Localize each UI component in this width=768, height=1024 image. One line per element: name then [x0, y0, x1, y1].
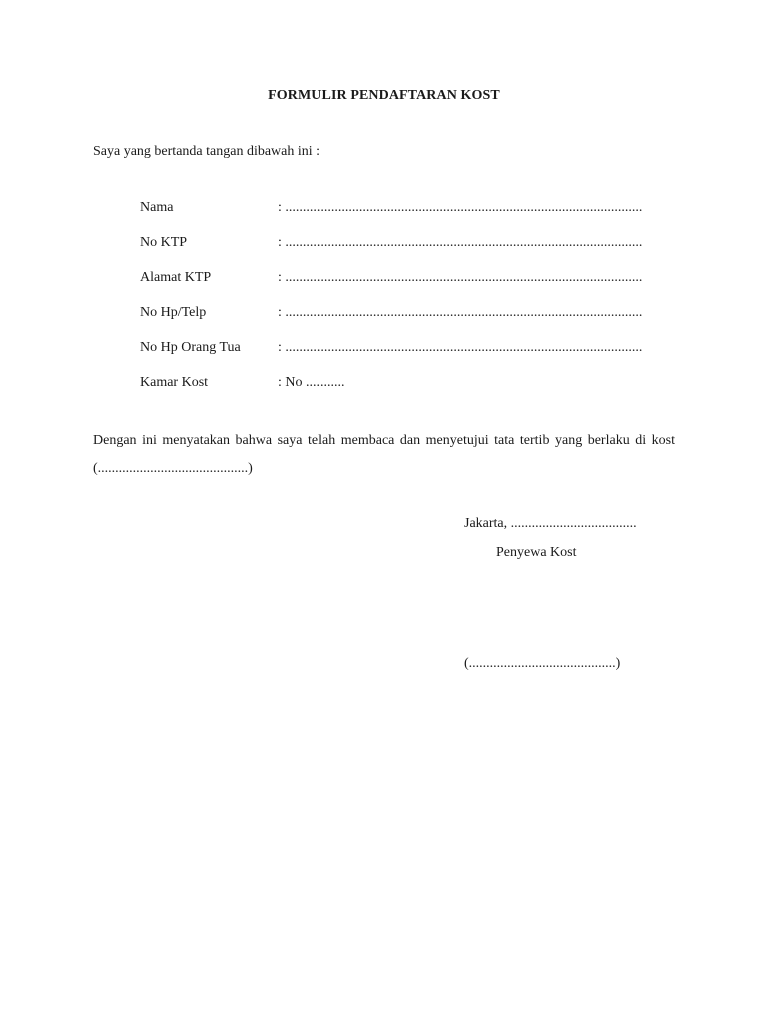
field-blank: : ...................................................................................................... — [278, 200, 643, 215]
statement-paragraph: Dengan ini menyatakan bahwa saya telah membaca dan menyetujui tata tertib yang berlaku di kost (...........................................) — [93, 433, 675, 476]
field-blank: : ...................................................................................................... — [278, 340, 643, 355]
field-row-kamar-kost — [140, 374, 675, 409]
field-row-no-ktp — [140, 234, 675, 269]
field-blank: : ...................................................................................................... — [278, 305, 643, 320]
signature-role: Penyewa Kost — [496, 545, 577, 560]
field-blank: : No ........... — [278, 375, 345, 390]
field-row-no-hp — [140, 304, 675, 339]
field-blank: : ...................................................................................................... — [278, 270, 643, 285]
field-blank: : ...................................................................................................... — [278, 235, 643, 250]
field-row-no-hp-orang-tua — [140, 339, 675, 374]
field-label: Kamar Kost — [140, 375, 209, 390]
document-title: FORMULIR PENDAFTARAN KOST — [268, 88, 500, 103]
field-label: No Hp/Telp — [140, 305, 207, 320]
field-row-nama — [140, 199, 675, 234]
field-label: Nama — [140, 200, 174, 215]
signature-name-line: (..........................................) — [464, 656, 621, 671]
form-fields — [140, 199, 675, 409]
field-label: Alamat KTP — [140, 270, 212, 285]
signature-place-date: Jakarta, .................................... — [464, 516, 637, 531]
intro-text: Saya yang bertanda tangan dibawah ini : — [93, 144, 321, 159]
field-label: No KTP — [140, 235, 188, 250]
field-label: No Hp Orang Tua — [140, 340, 241, 355]
field-row-alamat-ktp — [140, 269, 675, 304]
